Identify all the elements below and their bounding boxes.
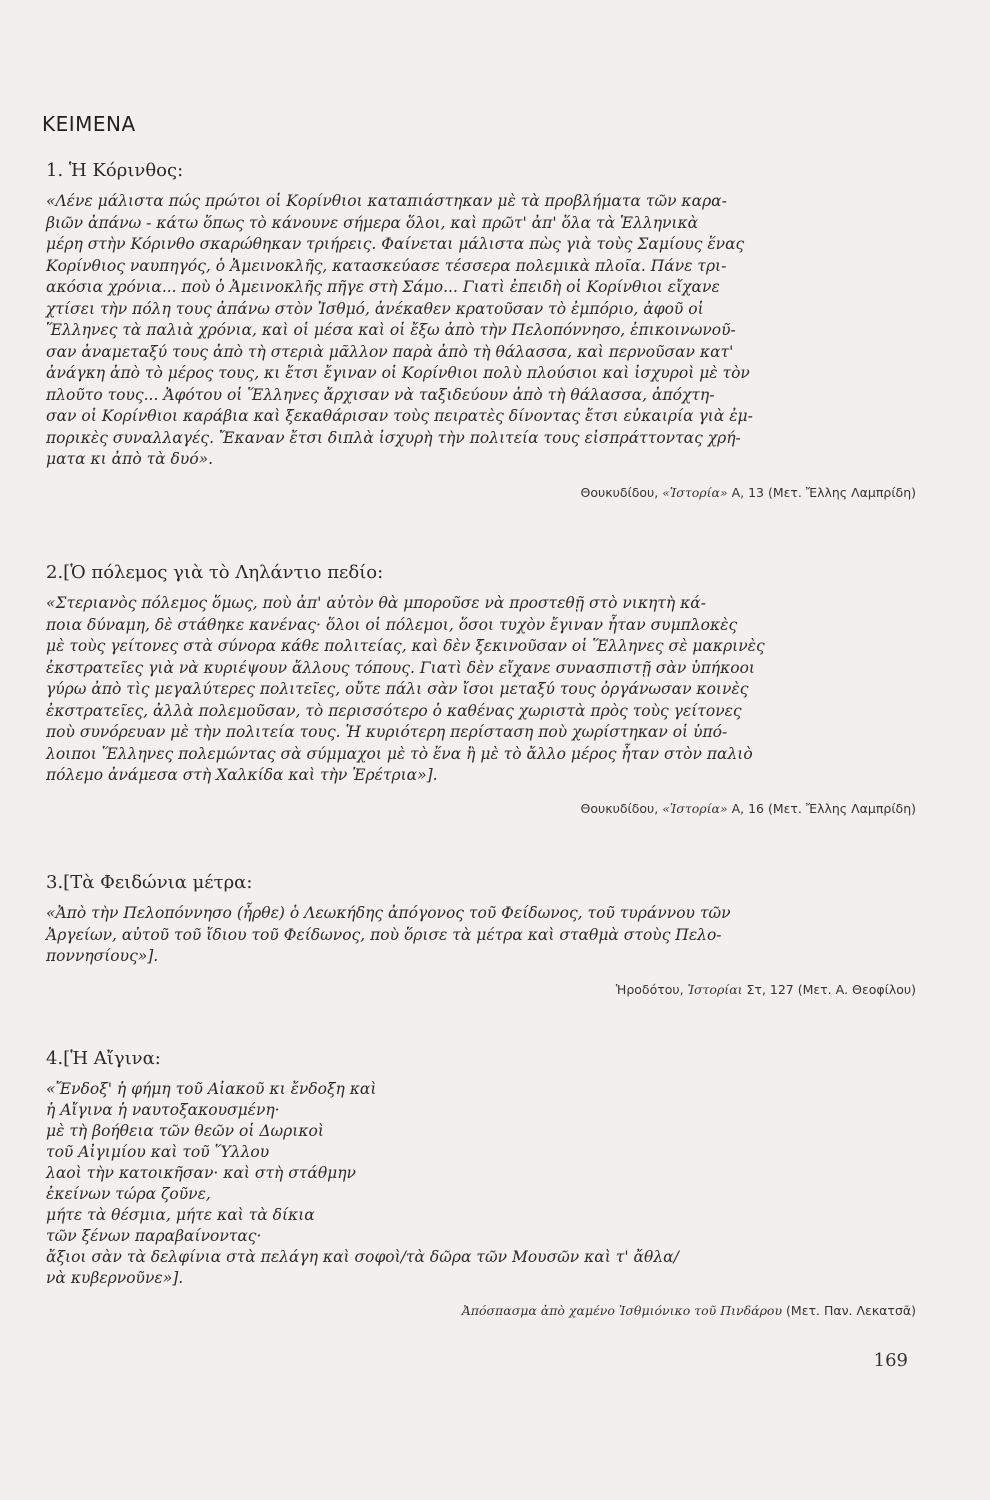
section-1: [46, 160, 916, 500]
text-line: «Ἀπὸ τὴν Πελοπόννησο (ἦρθε) ὁ Λεωκήδης ἀπόγονος τοῦ Φείδωνος, τοῦ τυράννου τῶν: [46, 904, 731, 922]
page-number: 169: [873, 1350, 908, 1371]
text-line: ακόσια χρόνια... ποὺ ὁ Ἀμεινοκλῆς πῆγε στὴ Σάμο... Γιατὶ ἐπειδὴ οἱ Κορίνθιοι εἴχανε: [46, 278, 720, 296]
text-line: πορικὲς συναλλαγές. Ἔκαναν ἔτσι διπλὰ ἰσχυρὴ τὴν πολιτεία τους εἰσπράττοντας χρή-: [46, 428, 741, 447]
text-line: Ἕλληνες τὰ παλιὰ χρόνια, καὶ οἱ μέσα καὶ οἱ ἔξω ἀπὸ τὴν Πελοπόννησο, ἐπικοινωνοῦ-: [46, 321, 736, 339]
text-line: «Στεριανὸς πόλεμος ὅμως, ποὺ ἀπ' αὐτὸν θὰ μποροῦσε νὰ προστεθῇ στὸ νικητὴ κά-: [46, 594, 706, 612]
text-line: ματα κι ἀπὸ τὰ δυό».: [46, 450, 214, 468]
poem-line: ἡ Αἴγινα ἡ ναυτοξακουσμένη·: [46, 1101, 280, 1119]
section-title: 4.[Ἡ Αἴγινα:: [46, 1048, 161, 1069]
poem-body: [46, 1079, 916, 1289]
poem-line: τοῦ Αἰγιμίου καὶ τοῦ Ὕλλου: [46, 1143, 270, 1161]
source-citation: Ἀπόσπασμα ἀπὸ χαμένο Ἰσθμιόνικο τοῦ Πινδάρου (Μετ. Παν. Λεκατσᾶ): [461, 1303, 916, 1318]
page-heading: ΚΕΙΜΕΝΑ: [42, 112, 136, 136]
text-line: σαν οἱ Κορίνθιοι καράβια καὶ ξεκαθάρισαν τοὺς πειρατὲς δίνοντας ἔτσι εὐκαιρία γιὰ ἐμ-: [46, 407, 753, 425]
text-line: γύρω ἀπὸ τὶς μεγαλύτερες πολιτεῖες, οὔτε πάλι σὰν ἴσοι μεταξύ τους ὀργάνωσαν κοινὲς: [46, 680, 749, 698]
text-line: ἐκστρατεῖες γιὰ νὰ κυριέψουν ἄλλους τόπους. Γιατὶ δὲν εἴχανε συνασπιστῇ σὰν ὑπήκοοι: [46, 658, 755, 677]
poem-line: μήτε τὰ θέσμια, μήτε καὶ τὰ δίκια: [46, 1206, 315, 1224]
poem-line: μὲ τὴ βοήθεια τῶν θεῶν οἱ Δωρικοὶ: [46, 1122, 324, 1140]
text-line: ἐκστρατεῖες, ἀλλὰ πολεμοῦσαν, τὸ περισσότερο ὁ καθένας χωριστὰ πρὸς τοὺς γείτονες: [46, 701, 742, 720]
text-line: ποννησίους»].: [46, 947, 159, 965]
section-3: [46, 872, 916, 997]
poem-line: τῶν ξένων παραβαίνοντας·: [46, 1227, 262, 1245]
section-title: 3.[Τὰ Φειδώνια μέτρα:: [46, 872, 253, 893]
section-title: 1. Ἡ Κόρινθος:: [46, 160, 184, 181]
text-line: μὲ τοὺς γείτονες στὰ σύνορα κάθε πολιτείας, καὶ δὲν ξεκινοῦσαν οἱ Ἕλληνες σὲ μακρινὲς: [46, 637, 765, 655]
section-title: 2.[Ὁ πόλεμος γιὰ τὸ Ληλάντιο πεδίο:: [46, 562, 384, 583]
poem-line: ἄξιοι σὰν τὰ δελφίνια στὰ πελάγη καὶ σοφοὶ/τὰ δῶρα τῶν Μουσῶν καὶ τ' ἄθλα/: [46, 1248, 679, 1266]
text-line: ἀνάγκη ἀπὸ τὸ μέρος τους, κι ἔτσι ἔγιναν οἱ Κορίνθιοι πολὺ πλούσιοι καὶ ἰσχυροὶ μὲ τὸν: [46, 364, 750, 382]
text-line: ποια δύναμη, δὲ στάθηκε κανένας· ὅλοι οἱ πόλεμοι, ὅσοι τυχὸν ἔγιναν ἦταν συμπλοκὲς: [46, 615, 738, 634]
poem-line: «Ἔνδοξ' ἡ φήμη τοῦ Αἰακοῦ κι ἔνδοξη καὶ: [46, 1080, 377, 1098]
text-line: πλοῦτο τους... Ἀφότου οἱ Ἕλληνες ἄρχισαν νὰ ταξιδεύουν ἀπὸ τὴ θάλασσα, ἀπόχτη-: [46, 385, 715, 404]
section-body: [46, 191, 916, 471]
text-line: λοιποι Ἕλληνες πολεμώντας σὰ σύμμαχοι μὲ τὸ ἕνα ἢ μὲ τὸ ἄλλο μέρος ἦταν στὸν παλιὸ: [46, 744, 753, 763]
source-citation: Ἡροδότου, Ἱστορίαι Στ, 127 (Μετ. Α. Θεοφίλου): [615, 981, 916, 997]
source-citation: Θουκυδίδου, «Ἱστορία» Α, 13 (Μετ. Ἔλλης Λαμπρίδη): [580, 484, 916, 500]
section-2: [46, 562, 916, 816]
section-body: [46, 903, 916, 968]
text-line: «Λένε μάλιστα πώς πρώτοι οἱ Κορίνθιοι καταπιάστηκαν μὲ τὰ προβλήματα τῶν καρα-: [46, 192, 727, 210]
text-line: μέρη στὴν Κόρινθο σκαρώθηκαν τριήρεις. Φαίνεται μάλιστα πὼς γιὰ τοὺς Σαμίους ἕνας: [46, 235, 745, 253]
poem-line: λαοὶ τὴν κατοικῆσαν· καὶ στὴ στάθμην: [46, 1164, 356, 1182]
text-line: Ἀργείων, αὐτοῦ τοῦ ἴδιου τοῦ Φείδωνος, ποὺ ὅρισε τὰ μέτρα καὶ σταθμὰ στοὺς Πελο-: [46, 925, 722, 944]
section-4: [46, 1048, 916, 1318]
poem-line: νὰ κυβερνοῦνε»].: [46, 1269, 184, 1287]
poem-line: ἐκείνων τώρα ζοῦνε,: [46, 1185, 211, 1203]
text-line: πόλεμο ἀνάμεσα στὴ Χαλκίδα καὶ τὴν Ἐρέτρια»].: [46, 766, 438, 784]
text-line: χτίσει τὴν πόλη τους ἀπάνω στὸν Ἰσθμό, ἀνέκαθεν κρατοῦσαν τὸ ἐμπόριο, ἀφοῦ οἱ: [46, 299, 704, 318]
text-line: σαν ἀναμεταξύ τους ἀπὸ τὴ στεριὰ μᾶλλον παρὰ ἀπὸ τὴ θάλασσα, καὶ περνοῦσαν κατ': [46, 342, 734, 361]
source-citation: Θουκυδίδου, «Ἱστορία» Α, 16 (Μετ. Ἔλλης Λαμπρίδη): [580, 800, 916, 816]
text-line: βιῶν ἀπάνω - κάτω ὅπως τὸ κάνουνε σήμερα ὅλοι, καὶ πρῶτ' ἀπ' ὅλα τὰ Ἑλληνικὰ: [46, 213, 699, 232]
section-body: [46, 593, 916, 787]
text-line: Κορίνθιος ναυπηγός, ὁ Ἀμεινοκλῆς, κατασκεύασε τέσσερα πολεμικὰ πλοῖα. Πάνε τρι-: [46, 256, 727, 275]
text-line: ποὺ συνόρευαν μὲ τὴν πολιτεία τους. Ἡ κυριότερη περίσταση ποὺ χωρίστηκαν οἱ ὑπό-: [46, 723, 728, 741]
